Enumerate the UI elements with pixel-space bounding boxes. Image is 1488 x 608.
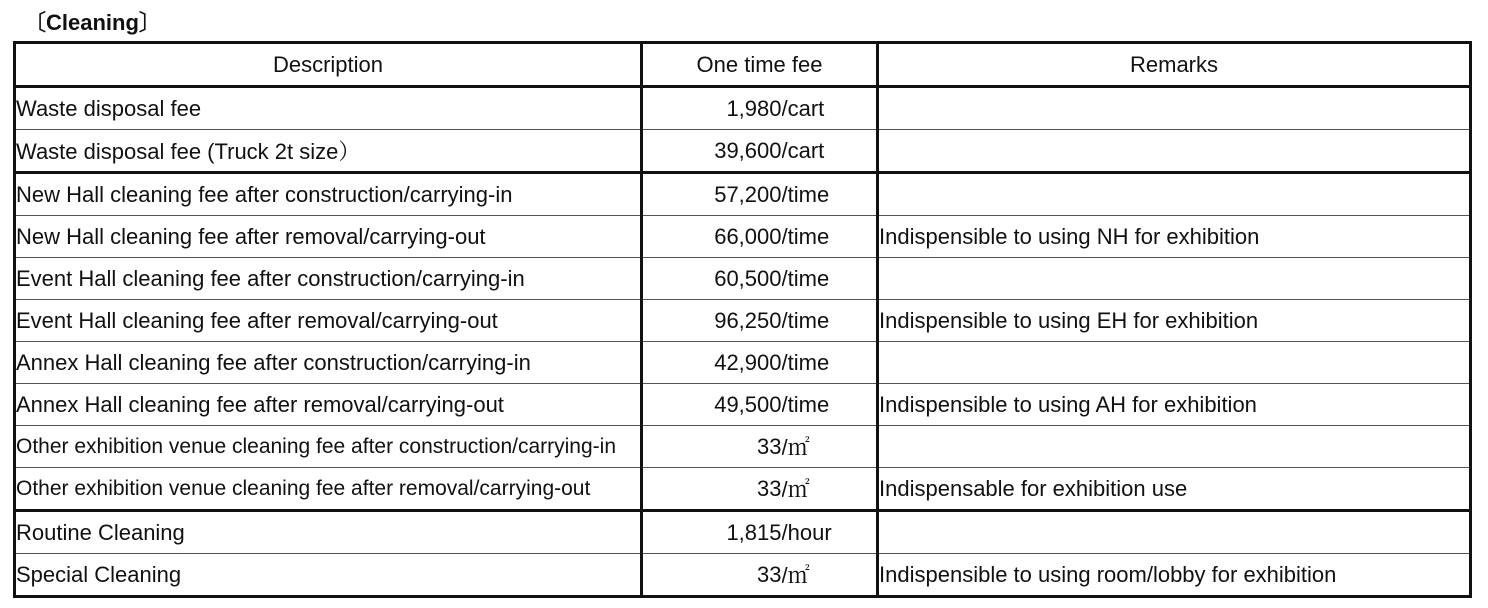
row-unit: /time [782,384,878,426]
row-amount: 33 [642,468,782,511]
row-amount: 49,500 [642,384,782,426]
row-description: Waste disposal fee (Truck 2t size） [15,130,642,173]
row-unit: /㎡ [782,426,878,468]
row-remarks: Indispensible to using NH for exhibition [878,216,1471,258]
table-row [15,173,1471,216]
table-row [15,87,1471,130]
row-remarks [878,87,1471,130]
table-row [15,216,1471,258]
row-unit: /time [782,216,878,258]
row-description: New Hall cleaning fee after construction/carrying-in [15,173,642,216]
row-description: Annex Hall cleaning fee after removal/carrying-out [15,384,642,426]
table-row [15,130,1471,173]
row-remarks [878,426,1471,468]
table-row [15,511,1471,554]
row-amount: 39,600 [642,130,782,173]
row-unit: /time [782,300,878,342]
table-row [15,300,1471,342]
row-description: New Hall cleaning fee after removal/carrying-out [15,216,642,258]
row-remarks [878,342,1471,384]
row-description: Event Hall cleaning fee after removal/carrying-out [15,300,642,342]
row-description: Other exhibition venue cleaning fee after construction/carrying-in [15,426,642,468]
row-description: Other exhibition venue cleaning fee after removal/carrying-out [15,468,642,511]
row-remarks: Indispensible to using AH for exhibition [878,384,1471,426]
row-remarks [878,511,1471,554]
row-description: Annex Hall cleaning fee after construction/carrying-in [15,342,642,384]
row-description: Event Hall cleaning fee after construction/carrying-in [15,258,642,300]
header-remarks: Remarks [878,43,1471,87]
table-row [15,468,1471,511]
row-amount: 57,200 [642,173,782,216]
row-description: Waste disposal fee [15,87,642,130]
row-remarks [878,258,1471,300]
row-amount: 1,815 [642,511,782,554]
header-one-time-fee: One time fee [642,43,878,87]
row-unit: /cart [782,130,878,173]
header-description: Description [15,43,642,87]
row-description: Routine Cleaning [15,511,642,554]
row-unit: /time [782,173,878,216]
row-remarks: Indispensable for exhibition use [878,468,1471,511]
row-amount: 1,980 [642,87,782,130]
table-row [15,258,1471,300]
row-amount: 42,900 [642,342,782,384]
row-remarks: Indispensible to using EH for exhibition [878,300,1471,342]
row-unit: /time [782,258,878,300]
row-amount: 33 [642,426,782,468]
row-unit: /hour [782,511,878,554]
row-unit: /cart [782,87,878,130]
row-amount: 96,250 [642,300,782,342]
row-amount: 66,000 [642,216,782,258]
row-unit: /time [782,342,878,384]
table-row [15,384,1471,426]
cleaning-fee-table [13,41,1472,598]
table-row [15,342,1471,384]
table-header-row [15,43,1471,87]
section-title: 〔Cleaning〕 [24,10,161,35]
row-description: Special Cleaning [15,554,642,597]
table-row [15,426,1471,468]
row-unit: /㎡ [782,554,878,597]
row-unit: /㎡ [782,468,878,511]
row-remarks [878,130,1471,173]
row-remarks [878,173,1471,216]
table-row [15,554,1471,597]
row-amount: 60,500 [642,258,782,300]
row-remarks: Indispensible to using room/lobby for exhibition [878,554,1471,597]
row-amount: 33 [642,554,782,597]
